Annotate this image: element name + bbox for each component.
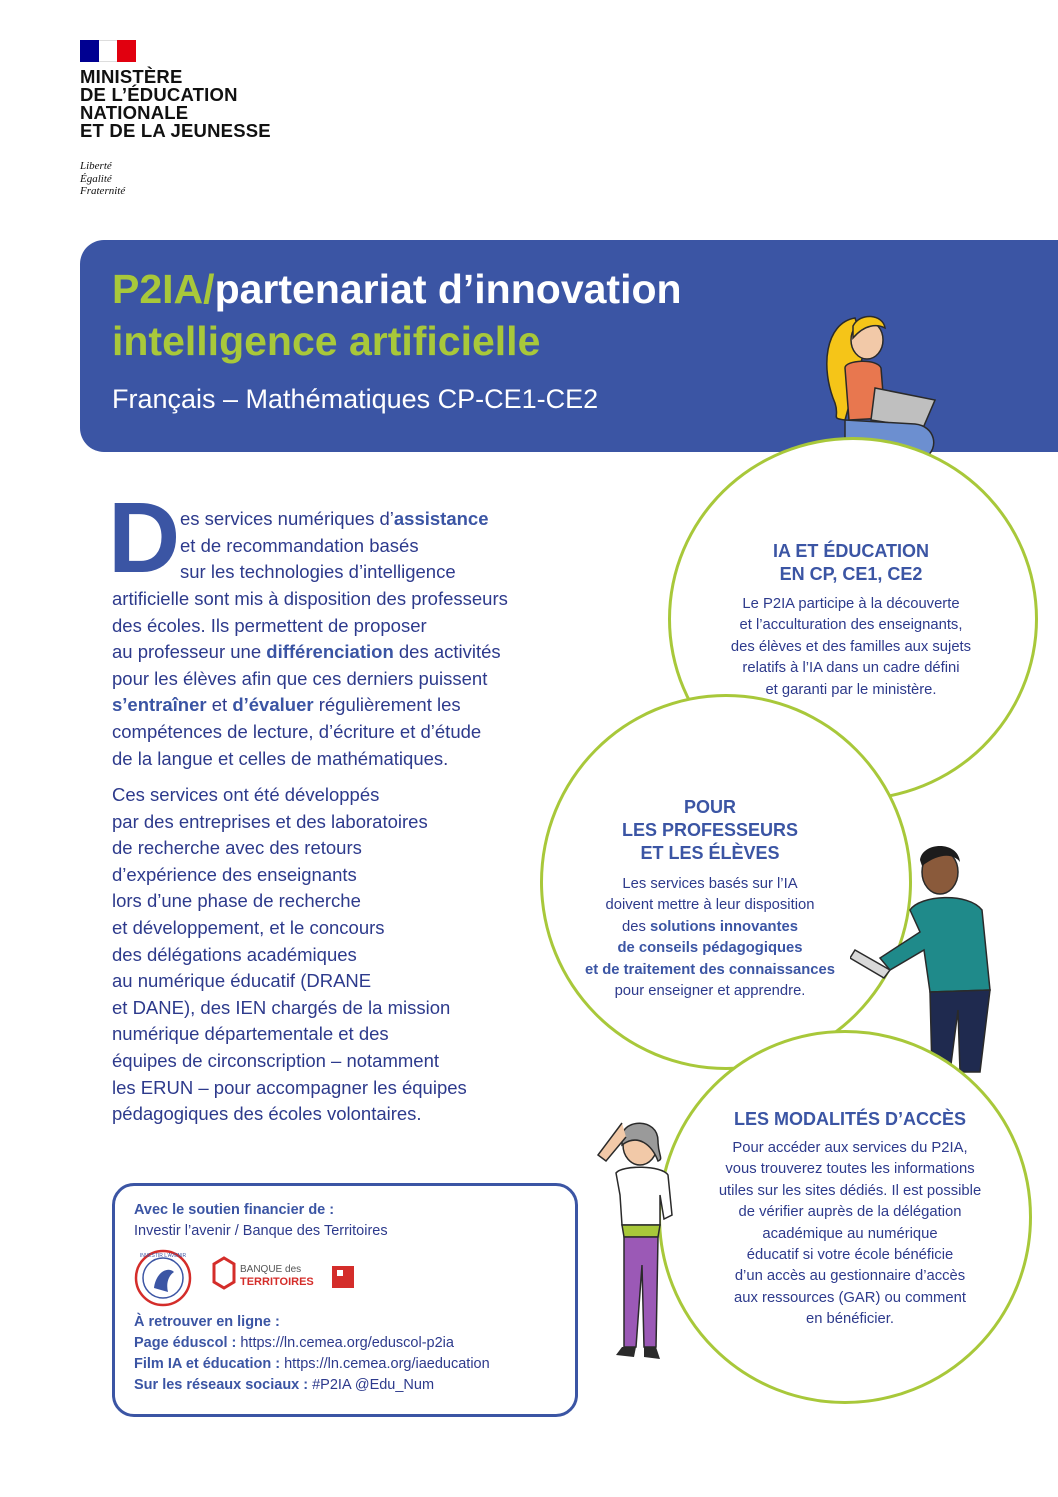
flag-red — [117, 40, 136, 62]
emphasis-devaluer: d’évaluer — [232, 694, 314, 716]
title-line: IA ET ÉDUCATION — [773, 541, 929, 561]
intro-paragraph — [112, 586, 508, 772]
text-line: utiles sur les sites dédiés. Il est possible — [718, 1182, 982, 1199]
link-label: Sur les réseaux sociaux : — [134, 1377, 309, 1393]
text-line: des élèves et des familles aux sujets — [730, 638, 972, 655]
ministry-line: DE L’ÉDUCATION — [80, 84, 238, 105]
text-line: d’un accès au gestionnaire d’accès — [734, 1268, 966, 1285]
text-line: académique au numérique — [762, 1225, 938, 1242]
flag-blue — [80, 40, 99, 62]
link-url[interactable]: https://ln.cemea.org/eduscol-p2ia — [236, 1335, 454, 1351]
text-line: compétences de lecture, d’écriture et d’étude — [112, 720, 482, 742]
title-line: POUR — [683, 797, 736, 817]
text-line: en bénéficier. — [805, 1311, 895, 1328]
text-span: au professeur une — [112, 641, 267, 663]
banner-subtitle: Français – Mathématiques CP-CE1-CE2 — [112, 384, 599, 414]
text-line: pour enseigner et apprendre. — [614, 983, 806, 1000]
ministry-line: NATIONALE — [80, 102, 189, 123]
title-line: LES PROFESSEURS — [621, 820, 799, 840]
link-film[interactable] — [134, 1354, 490, 1375]
text-line: numérique départementale et des — [112, 1023, 389, 1045]
motto-line: Fraternité — [80, 185, 126, 197]
circle1-text — [700, 594, 1002, 701]
funding-heading — [134, 1200, 388, 1221]
ministry-name — [80, 68, 271, 140]
text-span: des activités — [393, 641, 501, 663]
banner-title-rest: partenariat d’innovation — [214, 266, 682, 312]
text-line — [560, 917, 860, 938]
funder-logos — [132, 1248, 372, 1308]
emphasis-differenciation: différenciation — [266, 641, 394, 663]
motto-line: Liberté — [80, 160, 112, 172]
link-label: Film IA et éducation : — [134, 1356, 281, 1372]
emphasis-assistance: assistance — [393, 508, 489, 529]
text-line: et garanti par le ministère. — [765, 681, 937, 698]
circle1-title — [700, 540, 1002, 586]
text-span: et — [206, 694, 233, 716]
banner-acronym: P2IA — [112, 266, 204, 312]
flag-white — [99, 40, 118, 62]
ministry-line: MINISTÈRE — [80, 66, 183, 87]
text-line: Le P2IA participe à la découverte — [742, 596, 960, 612]
text-line: pour les élèves afin que ces derniers puissent — [112, 667, 488, 689]
text-line: Les services basés sur l’IA — [622, 876, 798, 892]
text-line: de la langue et celles de mathématiques. — [112, 747, 449, 769]
link-social[interactable] — [134, 1375, 490, 1396]
heading-text: Avec le soutien financier de : — [134, 1202, 335, 1218]
text-line: Pour accéder aux services du P2IA, — [732, 1140, 968, 1156]
funding-section — [134, 1200, 388, 1242]
investir-avenir-logo — [136, 1251, 190, 1305]
marianne-flag-logo — [80, 40, 136, 62]
circle3-text — [680, 1138, 1020, 1331]
text-line: doivent mettre à leur disposition — [605, 897, 815, 914]
online-links-section — [134, 1312, 490, 1396]
text-line — [180, 506, 489, 533]
link-label: Page éduscol : — [134, 1335, 237, 1351]
text-line: des délégations académiques — [112, 943, 357, 965]
link-url[interactable]: https://ln.cemea.org/iaeducation — [280, 1356, 490, 1372]
text-line: au numérique éducatif (DRANE — [112, 970, 372, 992]
heading-text: À retrouver en ligne : — [134, 1314, 280, 1330]
banner-separator: / — [203, 266, 215, 312]
text-line: d’expérience des enseignants — [112, 863, 357, 885]
motto-line: Égalité — [80, 172, 112, 185]
text-line — [112, 692, 508, 719]
text-line — [112, 639, 508, 666]
text-line: et de recommandation basés — [180, 534, 419, 556]
link-eduscol[interactable] — [134, 1333, 490, 1354]
logo-investir-text: INVESTIR L’AVENIR — [139, 1253, 187, 1259]
banner-title-line2: intelligence artificielle — [112, 318, 541, 364]
funders-text: Investir l’avenir / Banque des Territoires — [134, 1223, 388, 1239]
circle3-title: LES MODALITÉS D’ACCÈS — [733, 1109, 966, 1129]
text-line: et développement, et le concours — [112, 916, 385, 938]
emphasis-text: solutions innovantes — [649, 918, 798, 935]
text-line: et DANE), des IEN chargés de la mission — [112, 996, 451, 1018]
ministry-line: ET DE LA JEUNESSE — [80, 120, 271, 141]
link-hashtags[interactable]: #P2IA @Edu_Num — [308, 1377, 435, 1393]
text-span: des — [622, 918, 650, 935]
text-line: sur les technologies d’intelligence — [180, 561, 456, 583]
emphasis-text: et de traitement des connaissances — [584, 961, 835, 978]
title-line: ET LES ÉLÈVES — [640, 843, 780, 863]
drop-cap: D — [108, 482, 181, 594]
text-line: aux ressources (GAR) ou comment — [734, 1289, 966, 1306]
text-line: par des entreprises et des laboratoires — [112, 810, 428, 832]
text-line: vous trouverez toutes les informations — [725, 1161, 975, 1178]
title-line: EN CP, CE1, CE2 — [779, 564, 923, 584]
text-line: et l’acculturation des enseignants, — [739, 617, 963, 634]
text-span: es services numériques d’ — [180, 508, 394, 529]
text-line: de recherche avec des retours — [112, 837, 362, 859]
text-line: des écoles. Ils permettent de proposer — [112, 614, 427, 636]
text-line: relatifs à l’IA dans un cadre défini — [742, 660, 960, 677]
text-line: pédagogiques des écoles volontaires. — [112, 1103, 422, 1125]
text-line: lors d’une phase de recherche — [112, 890, 361, 912]
text-line: artificielle sont mis à disposition des professeurs — [112, 588, 508, 609]
intro-paragraph-top — [180, 506, 489, 586]
circle2-title — [560, 796, 860, 865]
banner-title — [112, 266, 682, 313]
thinking-woman-illustration — [588, 1115, 698, 1385]
logo-banque-bottom: TERRITOIRES — [240, 1276, 314, 1288]
emphasis-text: de conseils pédagogiques — [617, 940, 803, 957]
text-line: éducatif si votre école bénéficie — [746, 1247, 954, 1264]
logo-banque-top: BANQUE des — [240, 1264, 302, 1275]
text-line: Ces services ont été développés — [112, 784, 380, 805]
text-line: équipes de circonscription – notamment — [112, 1049, 440, 1071]
republic-motto — [80, 160, 125, 198]
text-line — [560, 938, 860, 959]
text-line: les ERUN – pour accompagner les équipes — [112, 1076, 467, 1098]
online-heading — [134, 1312, 490, 1333]
emphasis-sentrainer: s’entraîner — [112, 694, 207, 716]
text-line: de vérifier auprès de la délégation — [738, 1204, 962, 1221]
text-line — [560, 960, 860, 981]
text-span: régulièrement les — [313, 694, 461, 716]
circle2-text — [560, 874, 860, 1002]
banque-territoires-logo — [214, 1258, 354, 1288]
development-paragraph — [112, 782, 467, 1128]
